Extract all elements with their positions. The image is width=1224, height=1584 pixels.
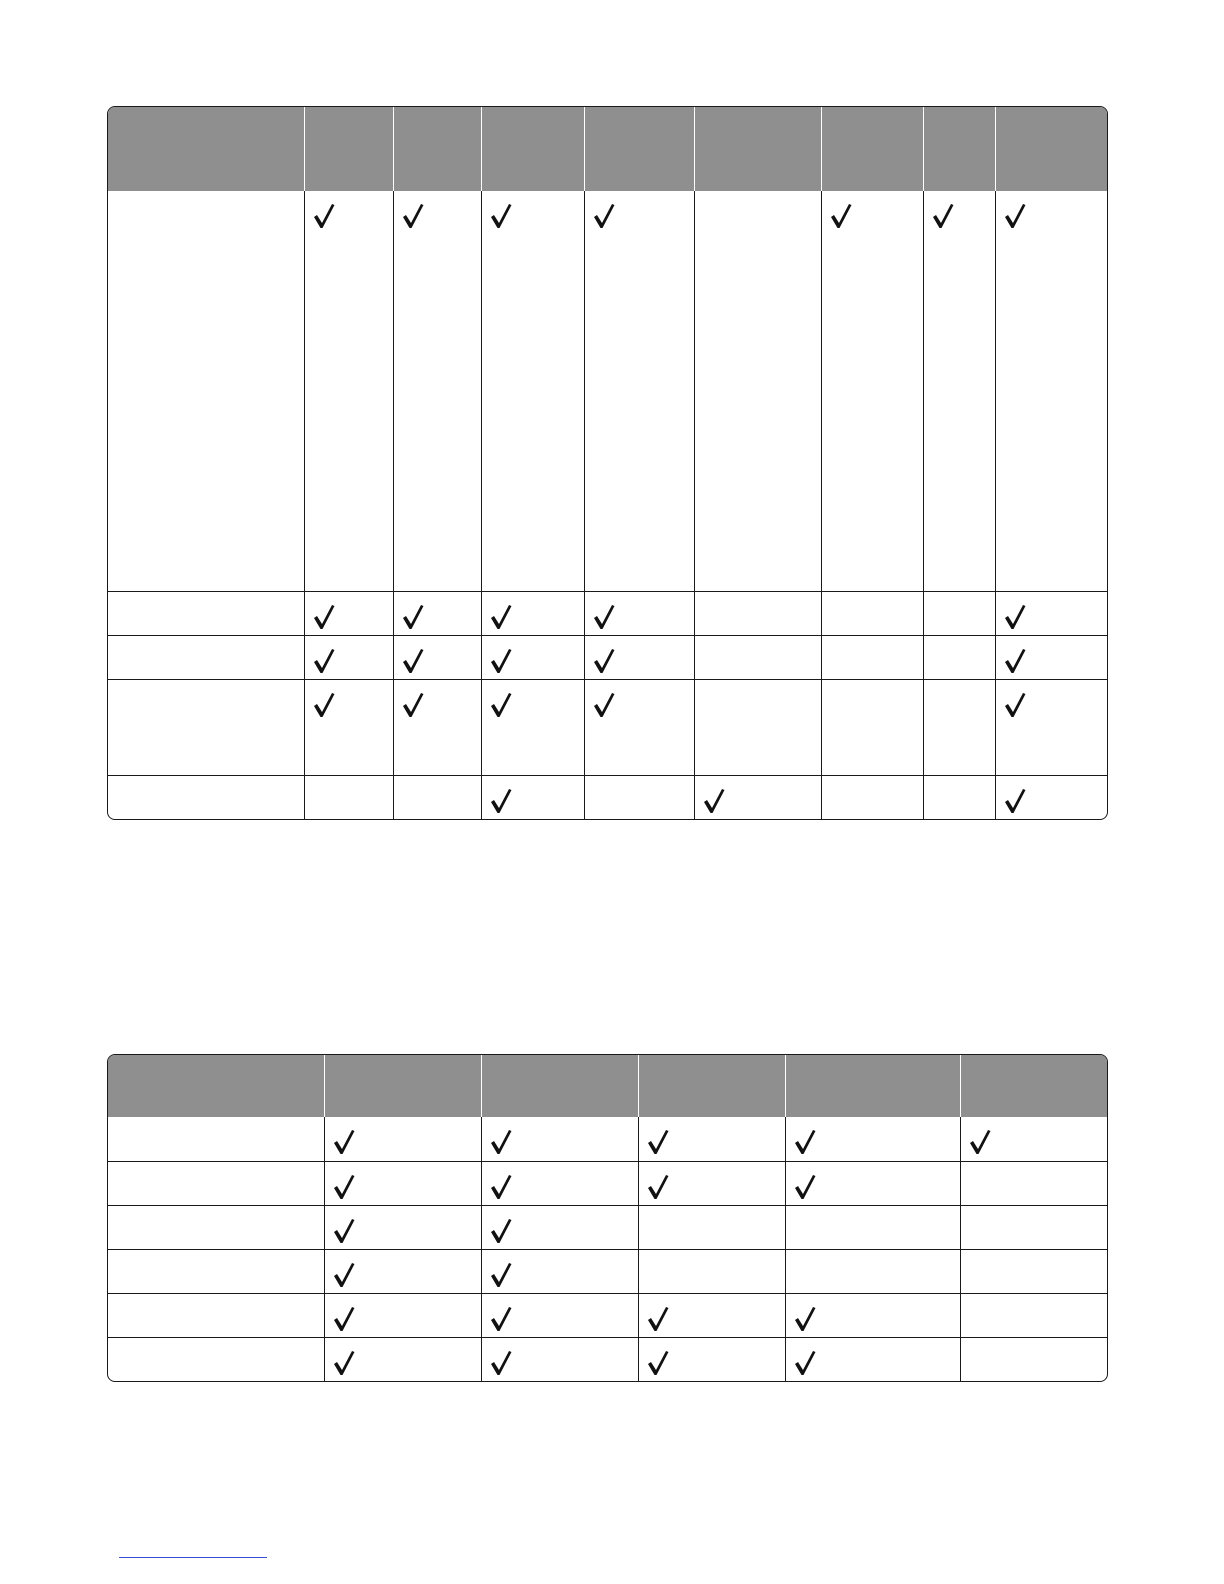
check-mark-icon — [490, 1174, 512, 1200]
table-cell — [324, 1205, 481, 1249]
table-row — [108, 1117, 1107, 1161]
table-cell — [108, 1161, 324, 1205]
check-mark-icon — [333, 1350, 355, 1376]
compatibility-table-2 — [107, 1054, 1108, 1382]
table-cell — [995, 191, 1107, 591]
table-cell — [785, 1117, 960, 1161]
table-cell — [960, 1161, 1107, 1205]
table-cell — [393, 775, 481, 819]
check-mark-icon — [313, 203, 335, 229]
table-cell — [821, 679, 923, 775]
table-cell — [324, 1117, 481, 1161]
table-cell — [923, 775, 995, 819]
table-cell — [694, 591, 821, 635]
table-cell — [393, 591, 481, 635]
table-cell — [481, 679, 584, 775]
check-mark-icon — [593, 648, 615, 674]
header-cell — [324, 1055, 481, 1117]
check-mark-icon — [313, 648, 335, 674]
header-cell — [960, 1055, 1107, 1117]
table-cell — [108, 1117, 324, 1161]
table-cell — [481, 1337, 638, 1381]
table-cell — [785, 1205, 960, 1249]
table-cell — [481, 1205, 638, 1249]
check-mark-icon — [703, 788, 725, 814]
table-cell — [481, 635, 584, 679]
check-mark-icon — [1004, 692, 1026, 718]
table-cell — [584, 679, 694, 775]
header-cell — [821, 107, 923, 191]
check-mark-icon — [794, 1174, 816, 1200]
table-cell — [584, 191, 694, 591]
check-mark-icon — [490, 203, 512, 229]
check-mark-icon — [402, 692, 424, 718]
check-mark-icon — [490, 1306, 512, 1332]
table-cell — [481, 191, 584, 591]
table-cell — [324, 1337, 481, 1381]
table-cell — [481, 1293, 638, 1337]
table-cell — [108, 1205, 324, 1249]
table-row — [108, 1161, 1107, 1205]
check-mark-icon — [333, 1306, 355, 1332]
table-cell — [923, 679, 995, 775]
check-mark-icon — [490, 1218, 512, 1244]
table-cell — [923, 191, 995, 591]
table-cell — [108, 1337, 324, 1381]
table1-body — [108, 191, 1107, 819]
header-cell — [108, 107, 304, 191]
table-cell — [960, 1337, 1107, 1381]
table-cell — [960, 1205, 1107, 1249]
check-mark-icon — [1004, 648, 1026, 674]
header-cell — [785, 1055, 960, 1117]
table-cell — [584, 775, 694, 819]
check-mark-icon — [1004, 604, 1026, 630]
check-mark-icon — [1004, 203, 1026, 229]
table-row — [108, 1249, 1107, 1293]
check-mark-icon — [647, 1129, 669, 1155]
table-row — [108, 1293, 1107, 1337]
table-header-row — [108, 1055, 1107, 1117]
check-mark-icon — [830, 203, 852, 229]
table-cell — [960, 1117, 1107, 1161]
check-mark-icon — [647, 1306, 669, 1332]
check-mark-icon — [490, 788, 512, 814]
table-row — [108, 1337, 1107, 1381]
table-cell — [638, 1205, 785, 1249]
check-mark-icon — [932, 203, 954, 229]
check-mark-icon — [593, 692, 615, 718]
check-mark-icon — [402, 648, 424, 674]
header-cell — [304, 107, 393, 191]
check-mark-icon — [490, 1129, 512, 1155]
check-mark-icon — [593, 604, 615, 630]
table-cell — [995, 635, 1107, 679]
table-cell — [995, 591, 1107, 635]
table-cell — [638, 1293, 785, 1337]
table-cell — [638, 1249, 785, 1293]
table-cell — [304, 679, 393, 775]
check-mark-icon — [593, 203, 615, 229]
table-cell — [481, 1117, 638, 1161]
header-cell — [584, 107, 694, 191]
table-cell — [995, 775, 1107, 819]
table-row — [108, 591, 1107, 635]
table-row — [108, 775, 1107, 819]
check-mark-icon — [313, 604, 335, 630]
table-cell — [694, 635, 821, 679]
check-mark-icon — [313, 692, 335, 718]
table-cell — [393, 191, 481, 591]
table-cell — [584, 591, 694, 635]
table-cell — [923, 591, 995, 635]
check-mark-icon — [333, 1129, 355, 1155]
check-mark-icon — [794, 1129, 816, 1155]
table-row — [108, 635, 1107, 679]
table-cell — [108, 679, 304, 775]
table-cell — [108, 1293, 324, 1337]
table-cell — [324, 1249, 481, 1293]
header-cell — [481, 1055, 638, 1117]
check-mark-icon — [490, 648, 512, 674]
check-mark-icon — [794, 1306, 816, 1332]
header-cell — [481, 107, 584, 191]
table-cell — [481, 591, 584, 635]
table-header-row — [108, 107, 1107, 191]
check-mark-icon — [490, 1350, 512, 1376]
table-cell — [694, 679, 821, 775]
table-cell — [584, 635, 694, 679]
table-cell — [785, 1161, 960, 1205]
check-mark-icon — [402, 604, 424, 630]
header-cell — [108, 1055, 324, 1117]
check-mark-icon — [402, 203, 424, 229]
table-cell — [481, 775, 584, 819]
check-mark-icon — [333, 1218, 355, 1244]
check-mark-icon — [794, 1350, 816, 1376]
table-cell — [108, 1249, 324, 1293]
table-cell — [785, 1337, 960, 1381]
table-cell — [393, 679, 481, 775]
compatibility-table-1 — [107, 106, 1108, 820]
table-cell — [108, 775, 304, 819]
check-mark-icon — [1004, 788, 1026, 814]
header-cell — [694, 107, 821, 191]
table-cell — [821, 191, 923, 591]
table-row — [108, 679, 1107, 775]
check-mark-icon — [490, 692, 512, 718]
table-cell — [960, 1293, 1107, 1337]
table-cell — [108, 191, 304, 591]
table-cell — [638, 1337, 785, 1381]
table-cell — [108, 591, 304, 635]
table-cell — [694, 191, 821, 591]
table-cell — [995, 679, 1107, 775]
table-cell — [481, 1161, 638, 1205]
check-mark-icon — [333, 1174, 355, 1200]
table-cell — [821, 635, 923, 679]
table-row — [108, 191, 1107, 591]
table-cell — [304, 591, 393, 635]
table-cell — [393, 635, 481, 679]
table-cell — [785, 1249, 960, 1293]
table-cell — [481, 1249, 638, 1293]
table2-body — [108, 1117, 1107, 1381]
table-cell — [304, 775, 393, 819]
table-cell — [638, 1161, 785, 1205]
check-mark-icon — [333, 1262, 355, 1288]
check-mark-icon — [647, 1174, 669, 1200]
header-cell — [923, 107, 995, 191]
table-cell — [821, 775, 923, 819]
table-cell — [923, 635, 995, 679]
table-cell — [638, 1117, 785, 1161]
table-cell — [324, 1161, 481, 1205]
table-cell — [324, 1293, 481, 1337]
header-cell — [995, 107, 1107, 191]
table-row — [108, 1205, 1107, 1249]
table-cell — [960, 1249, 1107, 1293]
check-mark-icon — [490, 1262, 512, 1288]
table-cell — [785, 1293, 960, 1337]
check-mark-icon — [647, 1350, 669, 1376]
header-cell — [393, 107, 481, 191]
check-mark-icon — [969, 1129, 991, 1155]
header-cell — [638, 1055, 785, 1117]
footer-link-underline — [119, 1557, 267, 1558]
table-cell — [694, 775, 821, 819]
table-cell — [304, 191, 393, 591]
table-cell — [821, 591, 923, 635]
check-mark-icon — [490, 604, 512, 630]
table-cell — [108, 635, 304, 679]
table-cell — [304, 635, 393, 679]
